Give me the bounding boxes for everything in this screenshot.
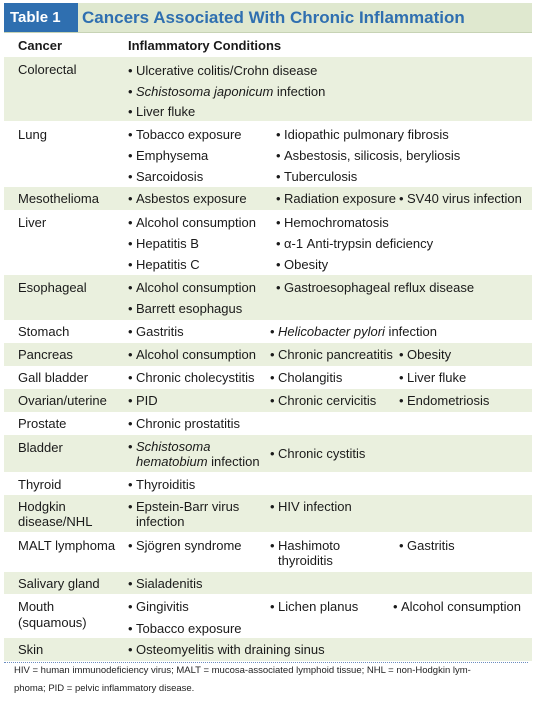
table-row: [4, 389, 532, 412]
table-row: [4, 412, 532, 435]
cancer-name: Gall bladder: [18, 370, 89, 385]
cancer-name: Bladder: [18, 440, 63, 455]
condition-item: • Sialadenitis: [128, 576, 203, 591]
condition-item: • Chronic prostatitis: [128, 416, 241, 431]
table-row: [4, 57, 532, 121]
condition-item: • Chronic cholecystitis: [128, 370, 255, 385]
condition-item: • Barrett esophagus: [128, 301, 243, 316]
cancer-name: Stomach: [18, 324, 70, 339]
condition-item: • Gingivitis: [128, 599, 189, 614]
condition-item: • Tuberculosis: [276, 169, 358, 184]
table-row: [4, 121, 532, 187]
condition-item: • Hepatitis C: [128, 257, 200, 272]
condition-item: • Gastritis: [399, 538, 455, 553]
table-row: [4, 572, 532, 594]
condition-item: • Alcohol consumption: [393, 599, 521, 614]
cancer-name: Lung: [18, 127, 47, 142]
table-row: [4, 210, 532, 275]
cancer-name: Pancreas: [18, 347, 73, 362]
table-title: Cancers Associated With Chronic Inflammation: [82, 8, 465, 27]
condition-item: • Chronic pancreatitis: [270, 347, 393, 362]
condition-item: • α-1 Anti-trypsin deficiency: [276, 236, 434, 251]
condition-item: • Sjögren syndrome: [128, 538, 242, 553]
condition-item: • Epstein-Barr virus: [128, 499, 240, 514]
condition-item: • Emphysema: [128, 148, 209, 163]
condition-item: • Idiopathic pulmonary fibrosis: [276, 127, 449, 142]
condition-item: • Tobacco exposure: [128, 127, 242, 142]
condition-item: • Hashimoto: [270, 538, 341, 553]
table-title-bar: [4, 3, 532, 33]
condition-item: • Gastritis: [128, 324, 184, 339]
condition-item: • Cholangitis: [270, 370, 343, 385]
table-number-badge: Table 1: [4, 3, 78, 32]
condition-item: • Alcohol consumption: [128, 280, 256, 295]
table-footnote: [14, 662, 514, 698]
condition-item: • Asbestos exposure: [128, 191, 247, 206]
condition-item: • Ulcerative colitis/Crohn disease: [128, 63, 318, 78]
condition-item: • Gastroesophageal reflux disease: [276, 280, 475, 295]
header-cancer: Cancer: [18, 38, 63, 53]
condition-item: • Radiation exposure: [276, 191, 397, 206]
condition-item: • Alcohol consumption: [128, 347, 256, 362]
condition-item: • Lichen planus: [270, 599, 359, 614]
cancer-name: Mouth (squamous): [18, 599, 87, 630]
table-row: [4, 594, 532, 638]
table-row: [4, 472, 532, 495]
cancer-name: Skin: [18, 642, 44, 657]
header-inflammatory-conditions: Inflammatory Conditions: [128, 38, 282, 53]
condition-item: • Thyroiditis: [128, 477, 196, 492]
cancer-name: Ovarian/uterine: [18, 393, 107, 408]
table-row: [4, 343, 532, 366]
table-row: [4, 366, 532, 389]
condition-item: • Hemochromatosis: [276, 215, 389, 230]
cancer-name: Hodgkin disease/NHL: [18, 499, 93, 529]
condition-item-continued: hematobium infection: [136, 454, 260, 469]
condition-item: • Schistosoma: [128, 439, 211, 454]
table-row: [4, 320, 532, 343]
cancer-name: Thyroid: [18, 477, 62, 492]
cancer-name: MALT lymphoma: [18, 538, 116, 553]
table-row: [4, 275, 532, 320]
table-row: [4, 187, 532, 210]
condition-item-continued: thyroiditis: [278, 553, 333, 568]
condition-item-continued: infection: [136, 514, 185, 529]
condition-item: • Sarcoidosis: [128, 169, 204, 184]
footnote-line: phoma; PID = pelvic inflammatory disease.: [14, 683, 195, 694]
condition-item: • Alcohol consumption: [128, 215, 256, 230]
condition-item: • Tobacco exposure: [128, 621, 242, 636]
cancer-name: Mesothelioma: [18, 191, 99, 206]
condition-item: • Helicobacter pylori infection: [270, 324, 437, 339]
condition-item: • Chronic cystitis: [270, 446, 366, 461]
condition-item: • SV40 virus infection: [399, 191, 522, 206]
condition-item: • Osteomyelitis with draining sinus: [128, 642, 325, 657]
table-row: [4, 435, 532, 472]
condition-item: • Liver fluke: [399, 370, 467, 385]
condition-item: • Schistosoma japonicum infection: [128, 84, 326, 99]
condition-item: • PID: [128, 393, 158, 408]
condition-item: • Endometriosis: [399, 393, 490, 408]
condition-item: • Chronic cervicitis: [270, 393, 377, 408]
cancer-name: Esophageal: [18, 280, 87, 295]
condition-item: • Obesity: [399, 347, 452, 362]
table-row: [4, 638, 532, 661]
table-row: [4, 532, 532, 572]
table-row: [4, 495, 532, 532]
cancer-inflammation-table: [4, 3, 532, 661]
cancer-name: Liver: [18, 215, 47, 230]
footnote-line: HIV = human immunodeficiency virus; MALT = mucosa-associated lymphoid tissue; NHL = non-Hodgkin lym-: [14, 665, 471, 676]
condition-item: • Liver fluke: [128, 104, 196, 119]
cancer-name: Prostate: [18, 416, 67, 431]
column-header-row: [4, 33, 532, 57]
condition-item: • HIV infection: [270, 499, 352, 514]
cancer-name: Colorectal: [18, 62, 77, 77]
condition-item: • Hepatitis B: [128, 236, 199, 251]
cancer-name: Salivary gland: [18, 576, 100, 591]
condition-item: • Obesity: [276, 257, 329, 272]
condition-item: • Asbestosis, silicosis, beryliosis: [276, 148, 461, 163]
